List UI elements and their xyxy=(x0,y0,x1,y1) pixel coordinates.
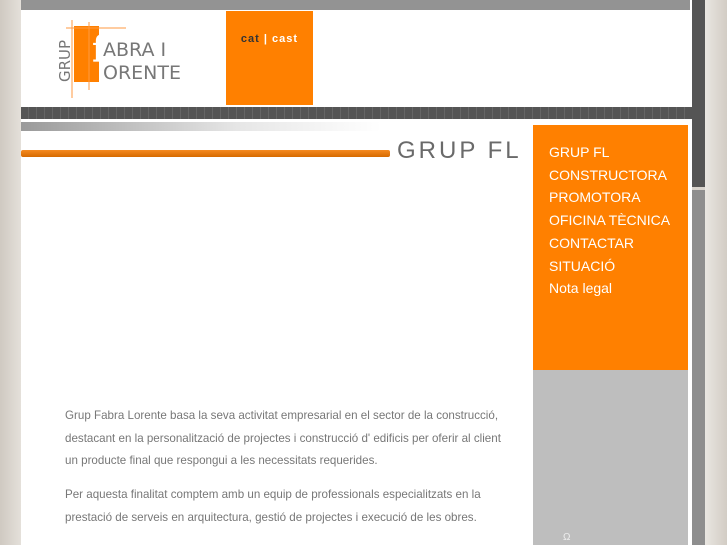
background-left xyxy=(0,0,21,545)
logo-grup: GRUP xyxy=(56,39,74,82)
menu-item-constructora[interactable]: CONSTRUCTORA xyxy=(549,166,667,183)
menu-item-grup-fl[interactable]: GRUP FL xyxy=(549,144,610,160)
svg-text:ORENTE: ORENTE xyxy=(103,62,181,84)
paragraph: Grup Fabra Lorente basa la seva activitat empresarial en el sector de la construcció, destacant en la personalització de projectes i construcció d' edificis per oferir al client un producte final que respongui a les necessitats requerides. xyxy=(65,409,501,468)
background-right xyxy=(705,0,727,545)
decorative-gradient-line xyxy=(21,122,381,131)
right-column-dark xyxy=(692,0,705,187)
language-switcher xyxy=(226,11,313,105)
menu-item-nota-legal[interactable]: Nota legal xyxy=(549,280,613,297)
right-column-grey xyxy=(692,190,705,545)
intro-text xyxy=(65,405,505,541)
menu-item-oficina-tecnica[interactable]: OFICINA TÈCNICA xyxy=(549,212,671,229)
sidebar-fragment: Ω xyxy=(563,532,571,543)
lang-cat-link[interactable]: cat xyxy=(240,33,260,45)
lang-separator: | xyxy=(263,33,268,45)
top-bar xyxy=(21,0,690,10)
menu-item-promotora[interactable]: PROMOTORA xyxy=(549,189,641,206)
header-divider xyxy=(21,107,705,119)
logo[interactable] xyxy=(56,20,186,100)
decorative-orange-line xyxy=(21,150,390,157)
svg-text:f: f xyxy=(92,29,108,71)
lang-cast-link[interactable]: cast xyxy=(272,33,299,45)
main-menu xyxy=(533,125,688,370)
page-title: GRUP FL xyxy=(397,137,522,164)
paragraph: Per aquesta finalitat comptem amb un equip de professionals especialitzats en la prestació de serveis en arquitectura, gestió de projectes i execució de les obres. xyxy=(65,488,481,524)
svg-text:ABRA I: ABRA I xyxy=(103,39,167,61)
sidebar-grey-panel xyxy=(533,370,688,545)
menu-item-situacio[interactable]: SITUACIÓ xyxy=(549,257,616,274)
menu-item-contactar[interactable]: CONTACTAR xyxy=(549,234,635,251)
